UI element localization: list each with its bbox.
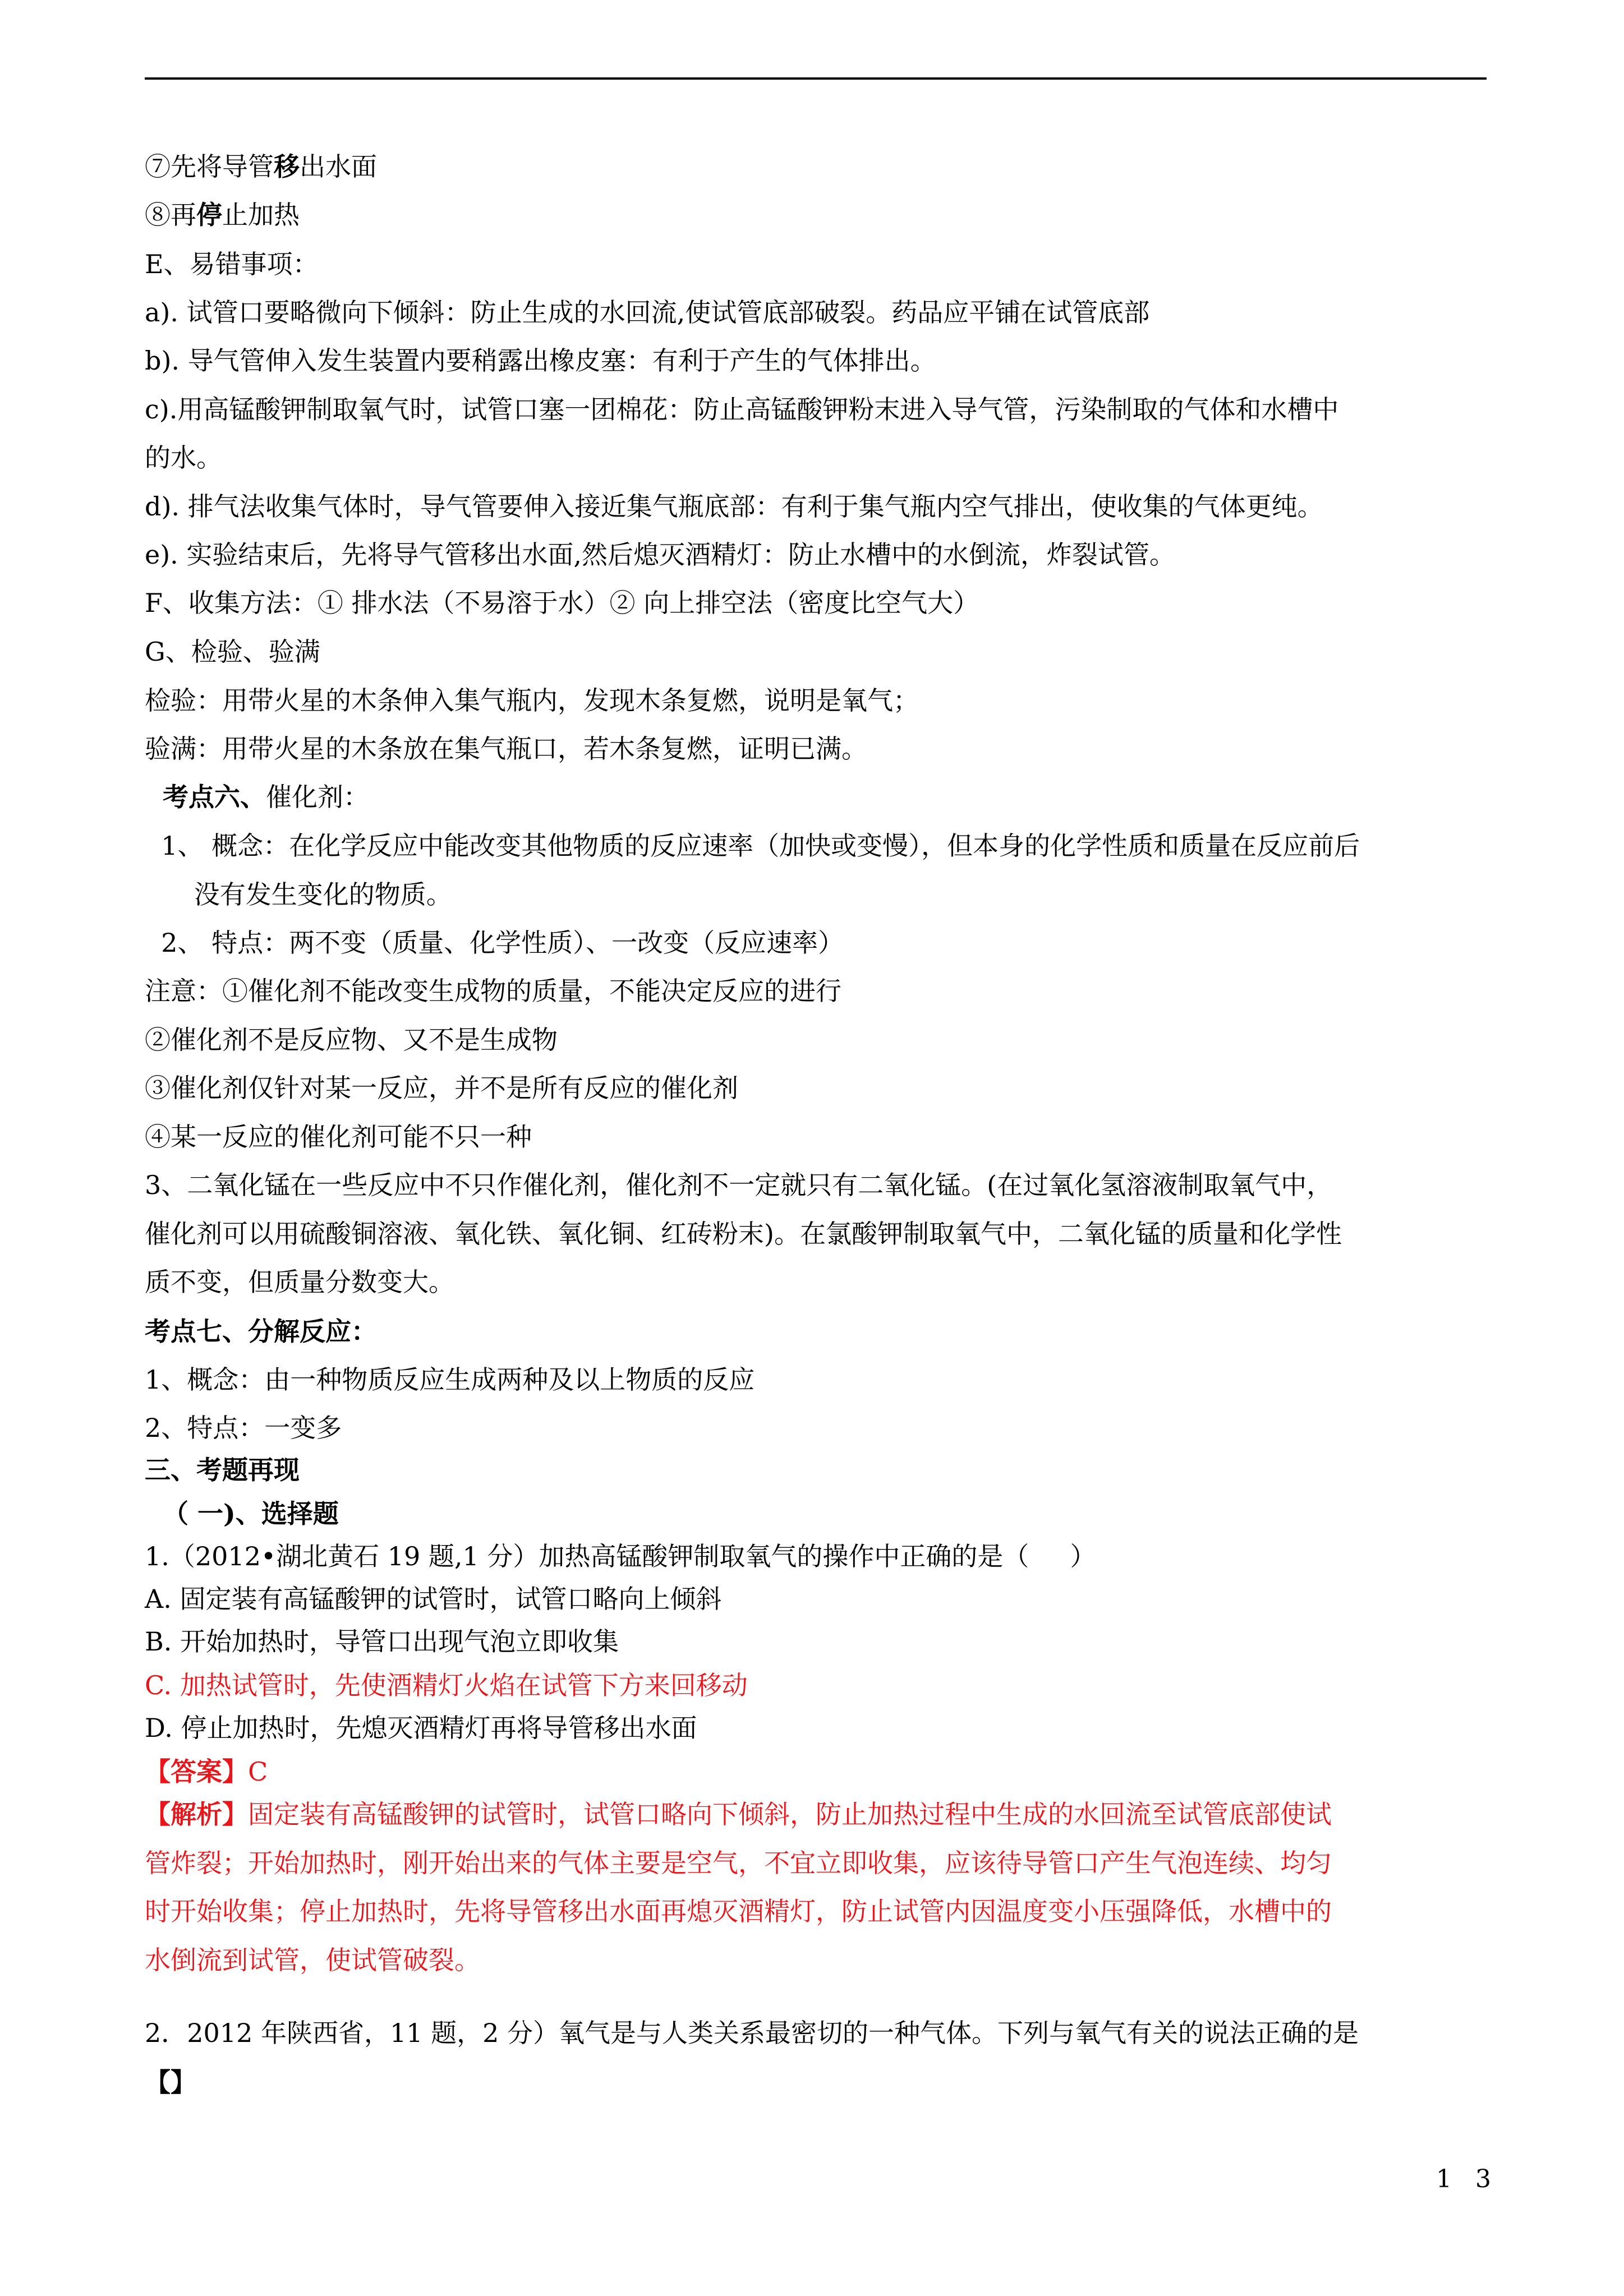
text-line: [145, 780, 1491, 814]
text-line: [145, 1943, 1491, 1977]
text-run: 1.（2012•湖北黄石 19 题,1 分）加热高锰酸钾制取氧气的操作中正确的是（ ）: [145, 1541, 1096, 1571]
text-line: [145, 440, 1491, 475]
text-line: [145, 295, 1491, 330]
text-run: b). 导气管伸入发生装置内要稍露出橡皮塞：有利于产生的气体排出。: [145, 345, 936, 376]
text-run: 质不变，但质量分数变大。: [145, 1267, 454, 1297]
text-run: F、收集方法：① 排水法（不易溶于水）② 向上排空法（密度比空气大）: [145, 588, 979, 618]
text-run: 【解析】: [145, 1799, 248, 1829]
text-line: [145, 1168, 1491, 1202]
text-run: 移: [274, 151, 300, 182]
text-line: [145, 1216, 1491, 1251]
text-run: 止加热: [222, 200, 300, 230]
text-line: [145, 585, 1491, 620]
text-line: [145, 197, 1491, 232]
text-line: [145, 1496, 1491, 1531]
text-line: [145, 1846, 1491, 1880]
text-run: ②催化剂不是反应物、又不是生成物: [145, 1025, 558, 1055]
text-run: 出水面: [300, 151, 377, 182]
text-line: [145, 683, 1491, 718]
text-line: [145, 1265, 1491, 1299]
text-line: [145, 537, 1491, 572]
text-run: 的水。: [145, 442, 222, 473]
text-line: [145, 634, 1491, 669]
text-line: [145, 1582, 1491, 1616]
text-line: [145, 1453, 1491, 1487]
text-line: [145, 392, 1491, 427]
text-run: 【答案】: [145, 1756, 248, 1787]
text-run: 停: [196, 200, 222, 230]
text-run: 管炸裂；开始加热时，刚开始出来的气体主要是空气，不宜立即收集，应该待导管口产生气泡连续、均匀: [145, 1848, 1332, 1878]
text-run: G、检验、验满: [145, 637, 320, 667]
text-run: 三、考题再现: [145, 1455, 300, 1485]
text-run: 3、二氧化锰在一些反应中不只作催化剂，催化剂不一定就只有二氧化锰。(在过氧化氢溶液制取氧气中，: [145, 1170, 1333, 1200]
text-run: ⑧再: [145, 200, 196, 230]
text-line: [145, 925, 1491, 960]
text-run: 检验：用带火星的木条伸入集气瓶内，发现木条复燃，说明是氧气；: [145, 685, 919, 716]
text-run: ⑦先将导管: [145, 151, 274, 182]
text-line: [145, 489, 1491, 524]
text-run: 【】: [145, 2067, 196, 2097]
text-run: c).用高锰酸钾制取氧气时，试管口塞一团棉花：防止高锰酸钾粉末进入导气管，污染制取的气体和水槽中: [145, 394, 1339, 425]
text-run: 2、特点：一变多: [145, 1413, 342, 1443]
text-line: [145, 1624, 1491, 1659]
text-run: 没有发生变化的物质。: [145, 879, 452, 910]
text-run: 催化剂：: [266, 782, 370, 812]
text-run: E、易错事项：: [145, 249, 319, 279]
text-line: [145, 1754, 1491, 1789]
text-run: e). 实验结束后，先将导气管移出水面,然后熄灭酒精灯：防止水槽中的水倒流，炸裂试管。: [145, 540, 1176, 570]
text-run: C: [248, 1756, 268, 1787]
text-run: ④某一反应的催化剂可能不只一种: [145, 1122, 532, 1152]
text-run: a). 试管口要略微向下倾斜：防止生成的水回流,使试管底部破裂。药品应平铺在试管底部: [145, 297, 1150, 328]
text-line: [145, 828, 1491, 863]
text-line: [145, 1119, 1491, 1154]
text-run: 2．2012 年陕西省，11 题，2 分）氧气是与人类关系最密切的一种气体。下列与氧气有关的说法正确的是: [145, 2018, 1359, 2048]
text-run: 水倒流到试管，使试管破裂。: [145, 1945, 480, 1975]
text-line: [145, 1022, 1491, 1057]
text-run: 催化剂可以用硫酸铜溶液、氧化铁、氧化铜、红砖粉末)。在氯酸钾制取氧气中，二氧化锰的质量和化学性: [145, 1219, 1342, 1249]
text-line: [145, 2065, 1491, 2100]
text-line: [145, 1668, 1491, 1703]
text-line: [145, 1894, 1491, 1929]
text-line: [145, 1071, 1491, 1105]
text-run: D. 停止加热时，先熄灭酒精灯再将导管移出水面: [145, 1713, 697, 1743]
text-run: 验满：用带火星的木条放在集气瓶口，若木条复燃，证明已满。: [145, 734, 867, 764]
text-run: 时开始收集；停止加热时，先将导管移出水面再熄灭酒精灯，防止试管内因温度变小压强降低，水槽中的: [145, 1896, 1332, 1926]
text-run: ③催化剂仅针对某一反应，并不是所有反应的催化剂: [145, 1073, 738, 1103]
text-line: [145, 2016, 1491, 2050]
text-line: [145, 974, 1491, 1008]
text-line: [145, 731, 1491, 766]
text-line: [145, 1711, 1491, 1745]
text-run: d). 排气法收集气体时，导气管要伸入接近集气瓶底部：有利于集气瓶内空气排出，使收集的气体更纯。: [145, 491, 1323, 522]
text-run: 固定装有高锰酸钾的试管时，试管口略向下倾斜，防止加热过程中生成的水回流至试管底部使试: [248, 1799, 1332, 1829]
text-run: 考点六、: [145, 782, 266, 812]
text-run: （ 一)、选择题: [145, 1499, 339, 1529]
text-run: 注意：①催化剂不能改变生成物的质量，不能决定反应的进行: [145, 976, 841, 1006]
text-line: [145, 1362, 1491, 1397]
text-line: [145, 877, 1491, 912]
text-run: 1、 概念：在化学反应中能改变其他物质的反应速率（加快或变慢），但本身的化学性质和质量在反应前后: [145, 831, 1360, 861]
text-run: 考点七、分解反应：: [145, 1316, 377, 1347]
text-run: B. 开始加热时，导管口出现气泡立即收集: [145, 1626, 619, 1657]
page-number: 1 3: [1436, 2165, 1499, 2193]
header-rule: [145, 77, 1487, 80]
text-line: [145, 1539, 1491, 1574]
text-line: [145, 149, 1491, 184]
text-line: [145, 1797, 1491, 1832]
text-run: C. 加热试管时，先使酒精灯火焰在试管下方来回移动: [145, 1670, 748, 1700]
text-line: [145, 247, 1491, 282]
text-line: [145, 343, 1491, 378]
text-line: [145, 1410, 1491, 1445]
text-run: A. 固定装有高锰酸钾的试管时，试管口略向上倾斜: [145, 1584, 722, 1614]
text-run: 2、 特点：两不变（质量、化学性质）、一改变（反应速率）: [145, 928, 844, 958]
text-line: [145, 1314, 1491, 1349]
text-run: 1、概念：由一种物质反应生成两种及以上物质的反应: [145, 1364, 755, 1395]
